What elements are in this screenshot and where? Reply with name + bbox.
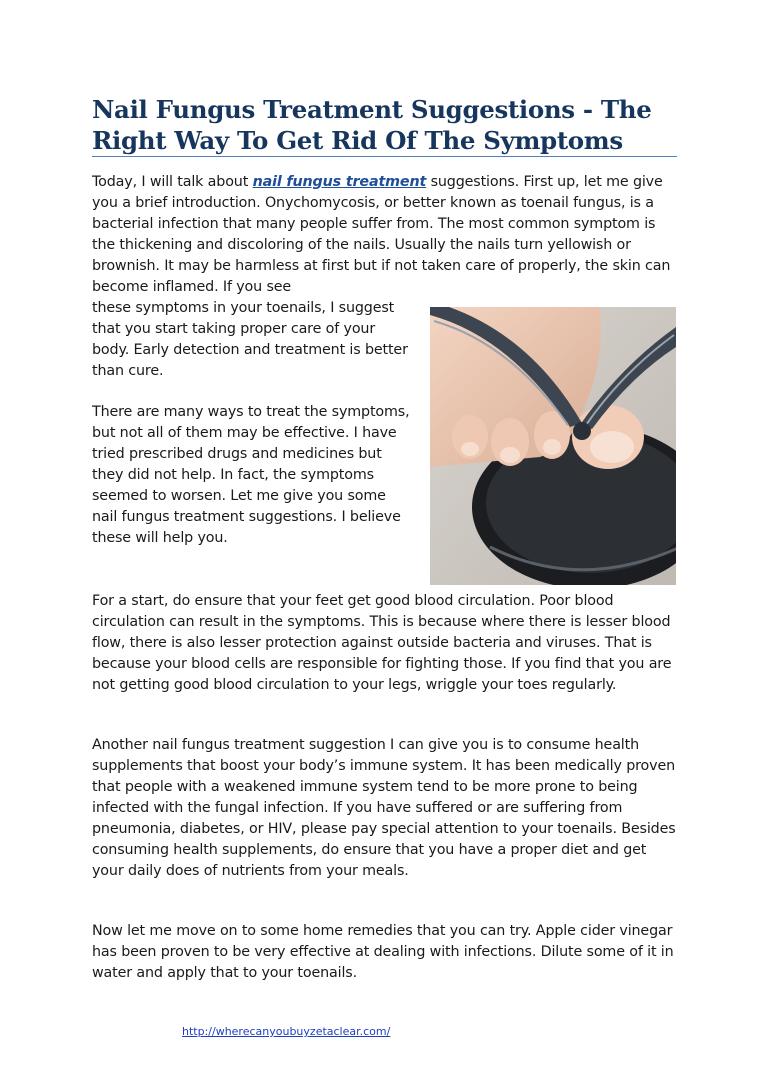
footer-url-link[interactable]: http://wherecanyoubuyzetaclear.com/ — [182, 1025, 391, 1038]
intro-text-end: suggestions. First up, let me give you a brief introduction. Onychomycosis, or better known as toenail fungus, is a bacterial infection that many people suffer from. The most common symptom is the thickening and discoloring of the nails. Usually the nails turn yellowish or brownish. It may be harmless at first but if not taken care of properly, the skin can become inflamed. If you see — [92, 174, 671, 295]
paragraph-blood-circulation: For a start, do ensure that your feet get good blood circulation. Poor blood circulation can result in the symptoms. This is because where there is lesser blood flow, there is also lesser protection against outside bacteria and viruses. That is because your blood cells are responsible for fighting those. If you find that you are not getting good blood circulation to your legs, wriggle your toes regularly. — [92, 593, 672, 693]
toe-sandal-photo — [430, 307, 676, 585]
intro-paragraph — [92, 172, 677, 298]
paragraph-treatment-ways: There are many ways to treat the symptoms, but not all of them may be effective. I have tried prescribed drugs and medicines but they did not help. In fact, the symptoms seemed to worsen. Let me give you some nail fungus treatment suggestions. I believe these will help you. — [92, 404, 410, 546]
foot-illustration — [430, 307, 676, 585]
intro-paragraph-continued: these symptoms in your toenails, I suggest that you start taking proper care of your body. Early detection and treatment is better than cure. — [92, 300, 408, 379]
paragraph-home-remedies: Now let me move on to some home remedies that you can try. Apple cider vinegar has been proven to be very effective at dealing with infections. Dilute some of it in water and apply that to your toenails. — [92, 923, 674, 981]
document-page — [92, 0, 677, 1087]
title-divider — [92, 156, 677, 157]
nail-fungus-treatment-link[interactable]: nail fungus treatment — [252, 174, 427, 190]
paragraph-immune-system: Another nail fungus treatment suggestion I can give you is to consume health supplements that boost your body’s immune system. It has been medically proven that people with a weakened immune system tend to be more prone to being infected with the fungal infection. If you have suffered or are suffering from pneumonia, diabetes, or HIV, please pay special attention to your toenails. Besides consuming health supplements, do ensure that you have a proper diet and get your daily does of nutrients from your meals. — [92, 737, 676, 879]
page-title: Nail Fungus Treatment Suggestions - The Right Way To Get Rid Of The Symptoms — [92, 95, 652, 155]
intro-text-start: Today, I will talk about — [92, 174, 253, 190]
